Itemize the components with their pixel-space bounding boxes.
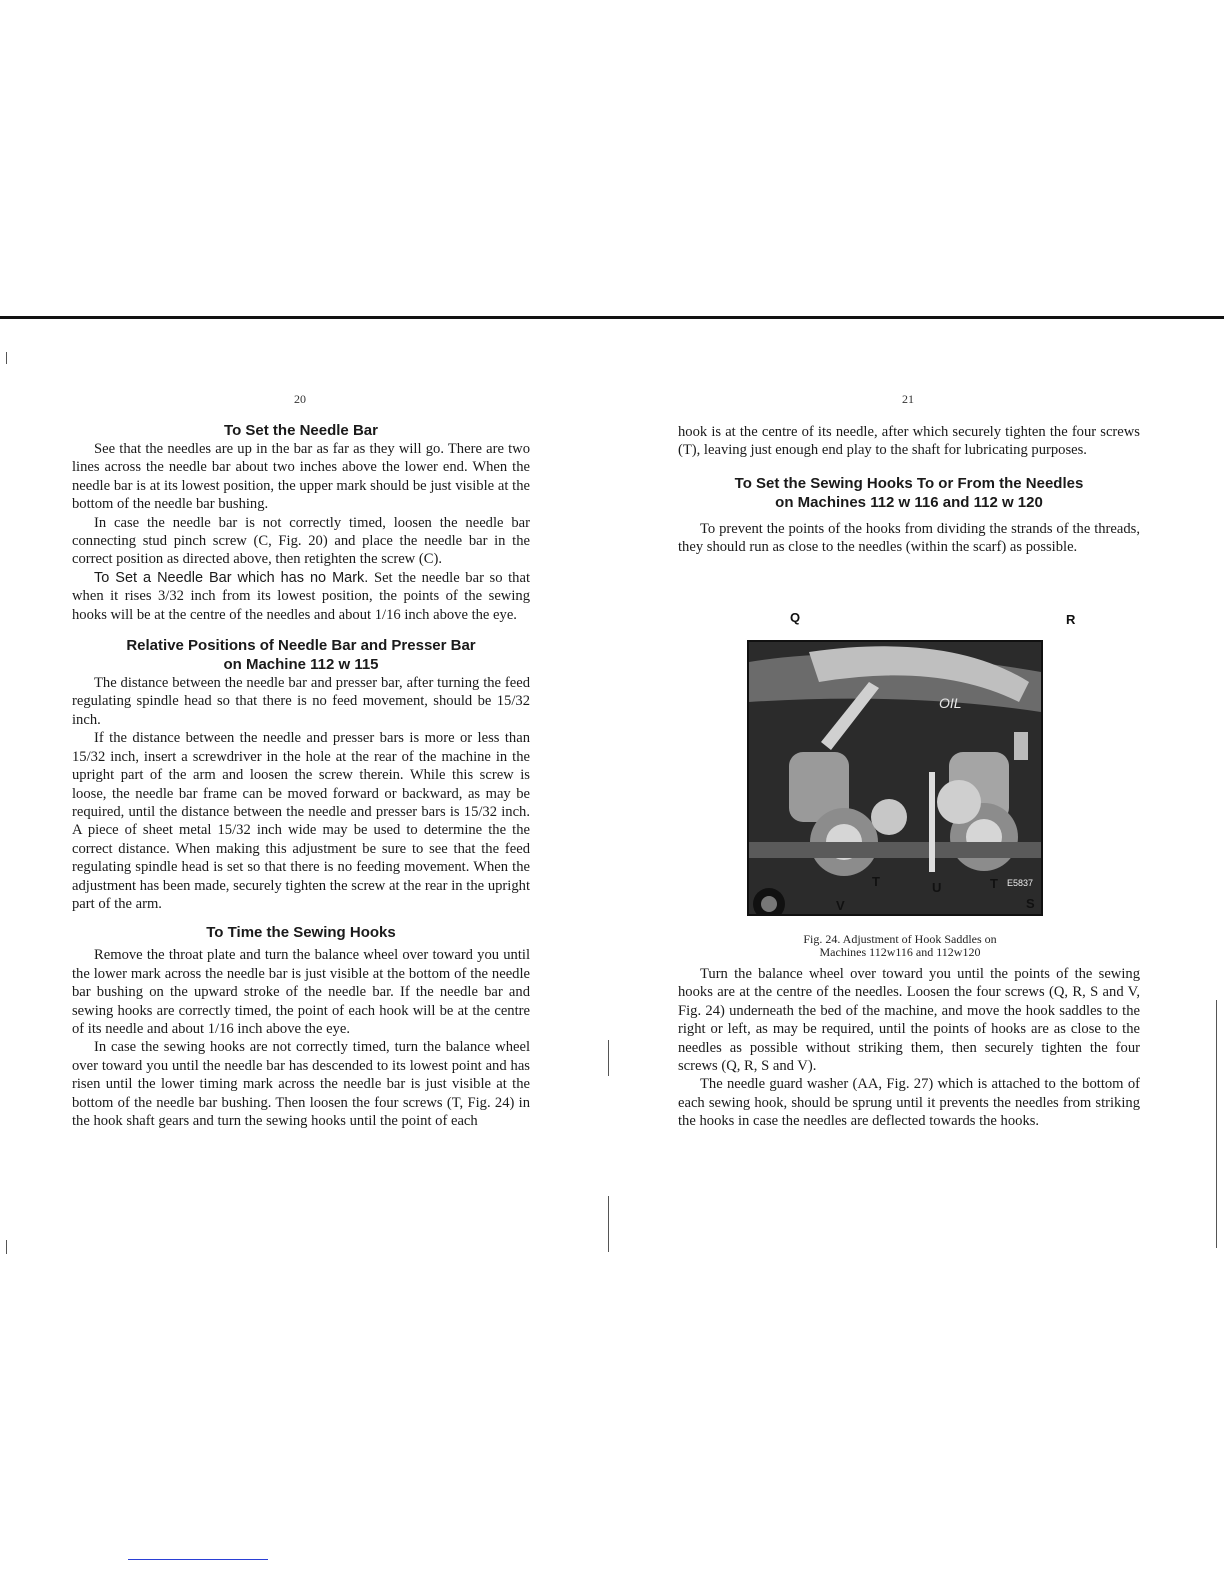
figure-caption (740, 933, 1060, 959)
callout-label: V (836, 898, 845, 913)
left-page-column (72, 421, 530, 1130)
oil-engraving: OIL (939, 695, 962, 711)
paragraph: The needle guard washer (AA, Fig. 27) which is attached to the bottom of each sewing hook, should be sprung until it prevents the needles from striking the hooks in case the needles are deflected towards the hooks. (678, 1076, 1140, 1130)
callout-label: R (1066, 612, 1076, 627)
callout-label: U (932, 880, 942, 895)
caption-line: Machines 112w116 and 112w120 (819, 945, 981, 959)
paragraph: To prevent the points of the hooks from dividing the strands of the threads, they should run as close to the needles (within the scarf) as possible. (678, 520, 1140, 556)
right-page-column-top (678, 423, 1140, 557)
page-number-left: 20 (294, 392, 306, 406)
scan-mark (608, 1040, 609, 1076)
paragraph: Remove the throat plate and turn the balance wheel over toward you until the lower mark across the needle bar is just visible at the bottom of the needle bar bushing on the upward stroke of the needle bar. If the needle bar and sewing hooks are correctly timed, the point of each hook will be at the centre of its needle and about 1/16 inch above the eye. (72, 947, 530, 1037)
paragraph (72, 569, 530, 624)
paragraph: If the distance between the needle and presser bars is more or less than 15/32 inch, insert a screwdriver in the hole at the rear of the machine in the upright part of the arm and loosen the screw therein. While this screw is loose, the needle bar frame can be moved forward or backward, as may be required, until the distance between the needle and presser bars is 15/32 inch. A piece of sheet metal 15/32 inch wide may be used to determine the the correct distance. When making this adjustment be sure to see that the feed regulating spindle head is set so that there is no feeding movement. When the adjustment has been made, securely tighten the screw at the rear in the upright part of the arm. (72, 730, 530, 912)
callout-label: T (990, 876, 998, 891)
heading-line: To Set the Sewing Hooks To or From the Needles (734, 474, 1084, 492)
scan-top-border (0, 316, 1224, 319)
scan-mark (6, 352, 7, 364)
callout-label: S (1026, 896, 1035, 911)
page-number-right: 21 (902, 392, 914, 406)
callout-label: Q (790, 610, 801, 625)
paragraph: In case the sewing hooks are not correctly timed, turn the balance wheel over toward you until the needle bar has descended to its lowest point and has risen until the lower timing mark across the needle bar is just visible at the bottom of the needle bar bushing. Then loosen the four screws (T, Fig. 24) in the hook shaft gears and turn the sewing hooks until the point of each (72, 1039, 530, 1129)
plate-code: E5837 (1007, 878, 1034, 888)
figure-callouts (740, 608, 1076, 938)
bottom-underline (128, 1559, 268, 1560)
paragraph: In case the needle bar is not correctly timed, loosen the needle bar connecting stud pinch screw (C, Fig. 20) and place the needle bar in the correct position as directed above, then retighten the screw (C). (72, 514, 530, 568)
section-heading (678, 474, 1140, 512)
paragraph: Turn the balance wheel over toward you until the points of the sewing hooks are at the centre of the needles. Loosen the four screws (Q, R, S and V, Fig. 24) underneath the bed of the machine, and move the hook saddles to the right or left, as may be required, until the points of hooks are as close to the needles as possible without striking them, then securely tighten the four screws (Q, R, S and V). (678, 966, 1140, 1075)
paragraph: See that the needles are up in the bar as far as they will go. There are two lines across the needle bar about two inches above the lower end. When the needle bar is at its lowest position, the upper mark should be just visible at the bottom of the needle bar bushing. (72, 441, 530, 513)
scan-mark (608, 1196, 609, 1252)
caption-line: Fig. 24. Adjustment of Hook Saddles on (803, 932, 997, 946)
scan-mark (1216, 1000, 1217, 1248)
run-in-heading: To Set a Needle Bar which has no Mark. (94, 569, 369, 586)
run-in-text: Set the needle bar so that when it rises 3/32 inch from its lowest position, the points of the sewing hooks will be at the centre of the needles and about 1/16 inch above the eye. (72, 569, 531, 623)
right-page-column-bottom (678, 965, 1140, 1131)
section-heading: To Time the Sewing Hooks (206, 924, 396, 942)
paragraph: The distance between the needle bar and presser bar, after turning the feed regulating spindle head so that there is no feed movement, should be 15/32 inch. (72, 675, 530, 728)
heading-line: on Machines 112 w 116 and 112 w 120 (775, 493, 1043, 511)
section-heading (72, 636, 530, 674)
scan-mark (6, 1240, 7, 1254)
paragraph: hook is at the centre of its needle, after which securely tighten the four screws (T), leaving just enough end play to the shaft for lubricating purposes. (678, 424, 1140, 459)
heading-line: on Machine 112 w 115 (223, 656, 379, 674)
section-heading: To Set the Needle Bar (224, 422, 378, 439)
callout-label: T (872, 874, 880, 889)
heading-line: Relative Positions of Needle Bar and Presser Bar (126, 637, 476, 655)
